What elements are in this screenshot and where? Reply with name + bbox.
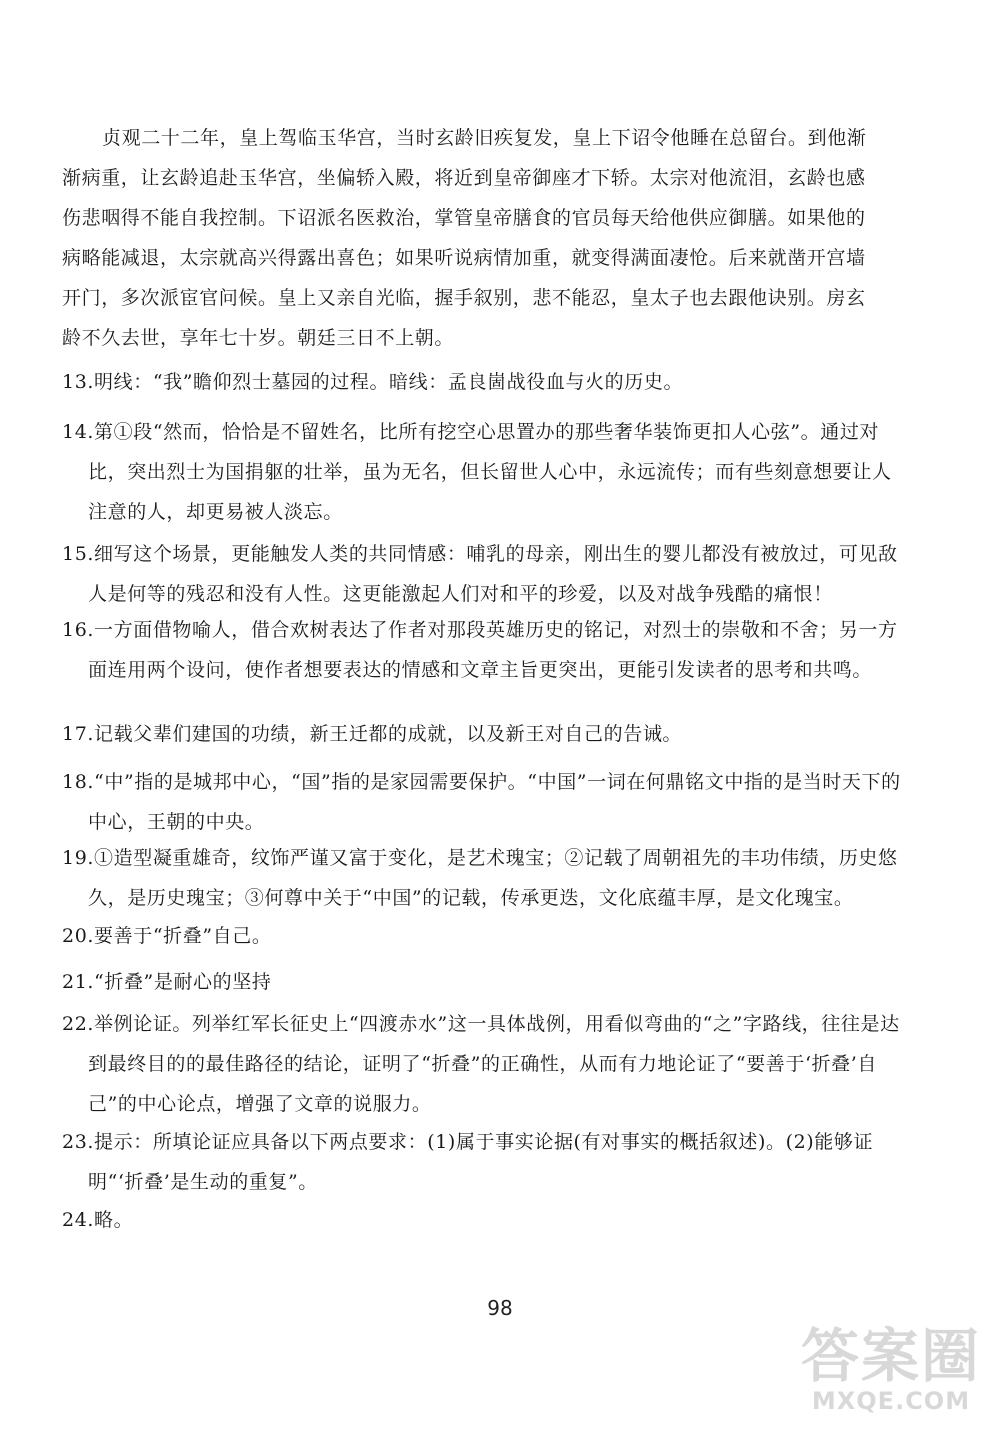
item-number: 23.: [62, 1131, 95, 1153]
item-number: 22.: [62, 1013, 95, 1035]
watermark-logo: [796, 1309, 986, 1429]
answer-item-13: [62, 362, 908, 402]
item-text: “中”指的是城邦中心，“国”指的是家园需要保护。“中国”一词在何鼎铭文中指的是当时天下的中心，王朝的中央。: [88, 771, 901, 833]
item-number: 21.: [62, 971, 95, 993]
answer-item-24: [62, 1200, 908, 1240]
item-number: 13.: [62, 371, 95, 393]
watermark-url: MXQE.COM: [811, 1387, 971, 1415]
item-number: 18.: [62, 771, 95, 793]
answer-item-19: [62, 838, 908, 918]
answer-item-22: [62, 1004, 908, 1124]
answer-item-23: [62, 1122, 908, 1202]
item-text: 要善于“折叠”自己。: [94, 925, 272, 947]
item-text: 举例论证。列举红军长征史上“四渡赤水”这一具体战例，用看似弯曲的“之”字路线，往往是达到最终目的的最佳路径的结论，证明了“折叠”的正确性，从而有力地论证了“要善于‘折叠’自己”的中心论点，增强了文章的说服力。: [88, 1013, 900, 1115]
item-number: 17.: [62, 723, 95, 745]
item-number: 20.: [62, 925, 95, 947]
answer-item-20: [62, 916, 908, 956]
item-text: 记载父辈们建国的功绩，新王迁都的成就，以及新王对自己的告诫。: [94, 723, 683, 745]
item-text: 明线：“我”瞻仰烈士墓园的过程。暗线：孟良崮战役血与火的历史。: [94, 371, 684, 393]
watermark-title: 答案圈: [800, 1322, 981, 1390]
item-number: 24.: [62, 1209, 95, 1231]
item-text: “折叠”是耐心的坚持: [94, 971, 272, 993]
answer-item-17: [62, 714, 908, 754]
item-number: 14.: [62, 421, 95, 443]
item-text: 第①段“然而，恰恰是不留姓名，比所有挖空心思置办的那些奢华装饰更扣人心弦”。通过对比，突出烈士为国捐躯的壮举，虽为无名，但长留世人心中，永远流传；而有些刻意想要让人注意的人，却更易被人淡忘。: [88, 421, 892, 523]
item-number: 19.: [62, 847, 95, 869]
item-text: 提示：所填论证应具备以下两点要求：(1)属于事实论据(有对事实的概括叙述)。(2)能够证明“‘折叠’是生动的重复”。: [88, 1131, 874, 1193]
item-number: 16.: [62, 619, 95, 641]
item-text: ①造型凝重雄奇，纹饰严谨又富于变化，是艺术瑰宝；②记载了周朝祖先的丰功伟绩，历史悠久，是历史瑰宝；③何尊中关于“中国”的记载，传承更迭，文化底蕴丰厚，是文化瑰宝。: [88, 847, 898, 909]
item-text: 略。: [94, 1209, 134, 1231]
answer-item-14: [62, 412, 908, 532]
answer-item-21: [62, 962, 908, 1002]
item-text: 一方面借物喻人，借合欢树表达了作者对那段英雄历史的铭记，对烈士的崇敬和不舍；另一方面连用两个设问，使作者想要表达的情感和文章主旨更突出，更能引发读者的思考和共鸣。: [88, 619, 898, 681]
answer-item-18: [62, 762, 908, 842]
item-text: 细写这个场景，更能触发人类的共同情感：哺乳的母亲，刚出生的婴儿都没有被放过，可见敌人是何等的残忍和没有人性。这更能激起人们对和平的珍爱，以及对战争残酷的痛恨！: [88, 543, 898, 605]
intro-paragraph: 贞观二十二年，皇上驾临玉华宫，当时玄龄旧疾复发，皇上下诏令他睡在总留台。到他渐渐病重，让玄龄追赴玉华宫，坐偏轿入殿，将近到皇帝御座才下轿。太宗对他流泪，玄龄也感伤悲咽得不能自我控制。下诏派名医救治，掌管皇帝膳食的官员每天给他供应御膳。如果他的病略能减退，太宗就高兴得露出喜色；如果听说病情加重，就变得满面凄怆。后来就凿开宫墙开门，多次派宦官问候。皇上又亲自光临，握手叙别，悲不能忍，皇太子也去跟他诀别。房玄龄不久去世，享年七十岁。朝廷三日不上朝。: [62, 127, 867, 349]
answer-item-15: [62, 534, 908, 614]
page-number: 98: [487, 1296, 513, 1320]
item-number: 15.: [62, 543, 95, 565]
answer-item-16: [62, 610, 908, 690]
